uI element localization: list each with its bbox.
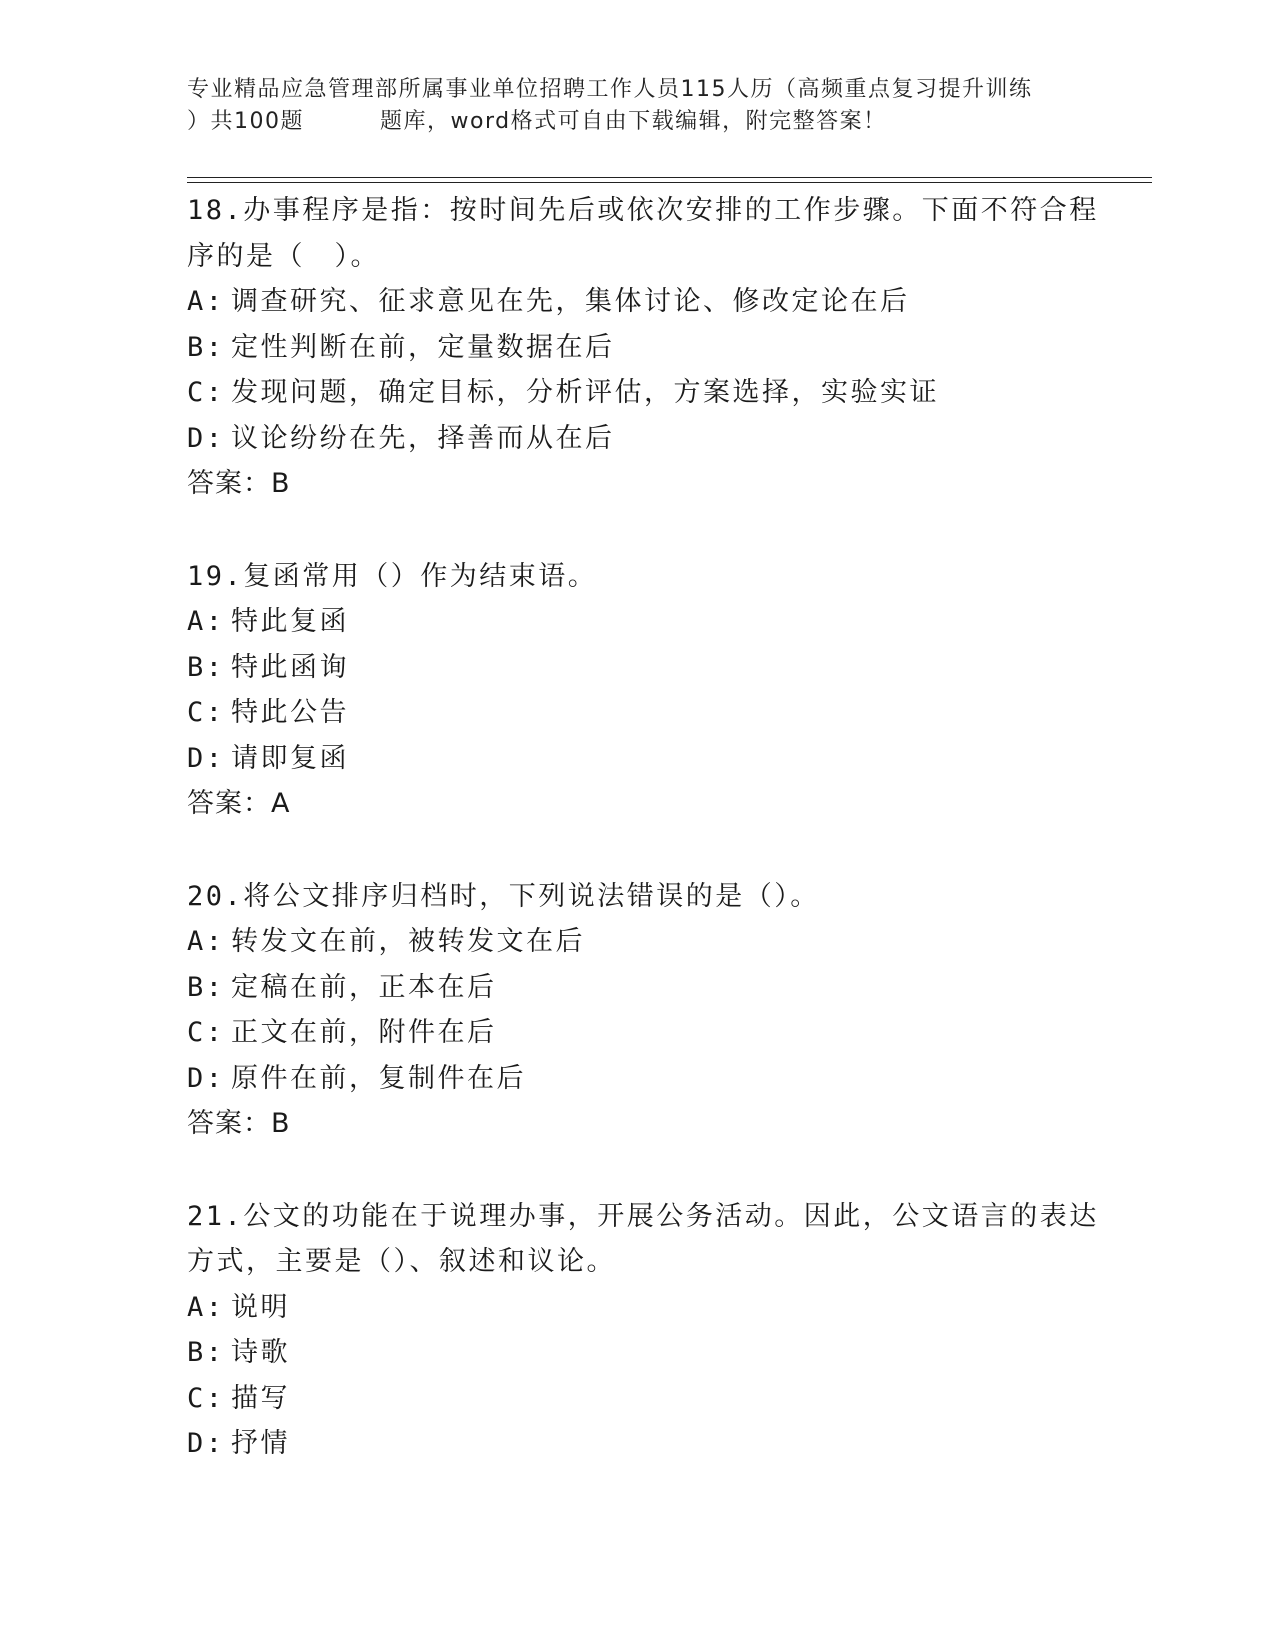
header-divider-top — [187, 177, 1152, 178]
header-line-1: 专业精品应急管理部所属事业单位招聘工作人员115人历（高频重点复习提升训练 — [187, 77, 1033, 102]
option-text: 诗歌 — [231, 1337, 290, 1368]
option-letter: A: — [187, 606, 225, 637]
option-text: 调查研究、征求意见在先，集体讨论、修改定论在后 — [231, 286, 910, 317]
option-c — [187, 1010, 1087, 1056]
question-20 — [187, 874, 1087, 1147]
question-stem-line: 21.公文的功能在于说理办事，开展公务活动。因此，公文语言的表达 — [187, 1200, 1099, 1232]
option-letter: C: — [187, 1017, 225, 1048]
option-letter: B: — [187, 1337, 225, 1368]
option-text: 原件在前，复制件在后 — [231, 1062, 526, 1094]
header-divider-bottom — [187, 182, 1152, 183]
option-letter: C: — [187, 1382, 225, 1414]
question-stem-line: 方式，主要是（）、叙述和议论。 — [187, 1246, 616, 1277]
document-header — [187, 74, 1087, 138]
option-letter: C: — [187, 377, 225, 408]
option-text: 特此函询 — [231, 651, 349, 683]
option-text: 定稿在前，正本在后 — [231, 971, 497, 1003]
option-text: 议论纷纷在先，择善而从在后 — [231, 422, 615, 454]
answer-line: 答案：B — [187, 1108, 291, 1139]
option-a — [187, 599, 1087, 645]
option-d — [187, 416, 1087, 462]
option-text: 说明 — [231, 1291, 290, 1323]
option-letter: A: — [187, 926, 225, 957]
header-line-2-part-b: 题库，word格式可自由下载编辑，附完整答案！ — [380, 109, 887, 134]
header-line-2-part-a: ）共100题 — [187, 109, 304, 134]
option-text: 描写 — [231, 1382, 290, 1414]
option-b — [187, 645, 1087, 691]
option-c — [187, 690, 1087, 736]
option-d — [187, 1056, 1087, 1102]
question-18 — [187, 188, 1099, 507]
option-text: 特此公告 — [231, 697, 349, 728]
option-d — [187, 736, 1087, 782]
option-text: 特此复函 — [231, 606, 349, 637]
option-c — [187, 370, 1087, 416]
question-19 — [187, 554, 1087, 827]
question-stem-line: 序的是（ ）。 — [187, 240, 380, 272]
option-b — [187, 325, 1087, 371]
option-letter: D: — [187, 1428, 225, 1459]
option-letter: B: — [187, 651, 225, 683]
answer-line: 答案：A — [187, 788, 291, 819]
option-letter: D: — [187, 1062, 225, 1094]
question-list — [187, 188, 1099, 1514]
option-letter: C: — [187, 697, 225, 728]
option-letter: B: — [187, 331, 225, 363]
header-line-2 — [187, 106, 1087, 138]
option-a — [187, 279, 1087, 325]
option-letter: A: — [187, 1291, 225, 1323]
option-letter: D: — [187, 742, 225, 774]
option-text: 定性判断在前，定量数据在后 — [231, 331, 615, 363]
option-text: 正文在前，附件在后 — [231, 1017, 497, 1048]
option-d — [187, 1421, 1087, 1467]
question-stem-line: 18.办事程序是指：按时间先后或依次安排的工作步骤。下面不符合程 — [187, 195, 1099, 226]
option-text: 抒情 — [231, 1428, 290, 1459]
option-c — [187, 1376, 1087, 1422]
question-stem-line: 19.复函常用（）作为结束语。 — [187, 560, 598, 592]
option-a — [187, 919, 1087, 965]
option-a — [187, 1285, 1087, 1331]
option-text: 发现问题，确定目标，分析评估，方案选择，实验实证 — [231, 377, 939, 408]
question-stem-line: 20.将公文排序归档时，下列说法错误的是（）。 — [187, 880, 820, 912]
option-text: 转发文在前，被转发文在后 — [231, 926, 585, 957]
option-letter: B: — [187, 971, 225, 1003]
option-text: 请即复函 — [231, 742, 349, 774]
option-letter: A: — [187, 286, 225, 317]
question-21 — [187, 1194, 1099, 1467]
option-b — [187, 965, 1087, 1011]
option-b — [187, 1330, 1087, 1376]
answer-line: 答案：B — [187, 468, 291, 499]
option-letter: D: — [187, 422, 225, 454]
